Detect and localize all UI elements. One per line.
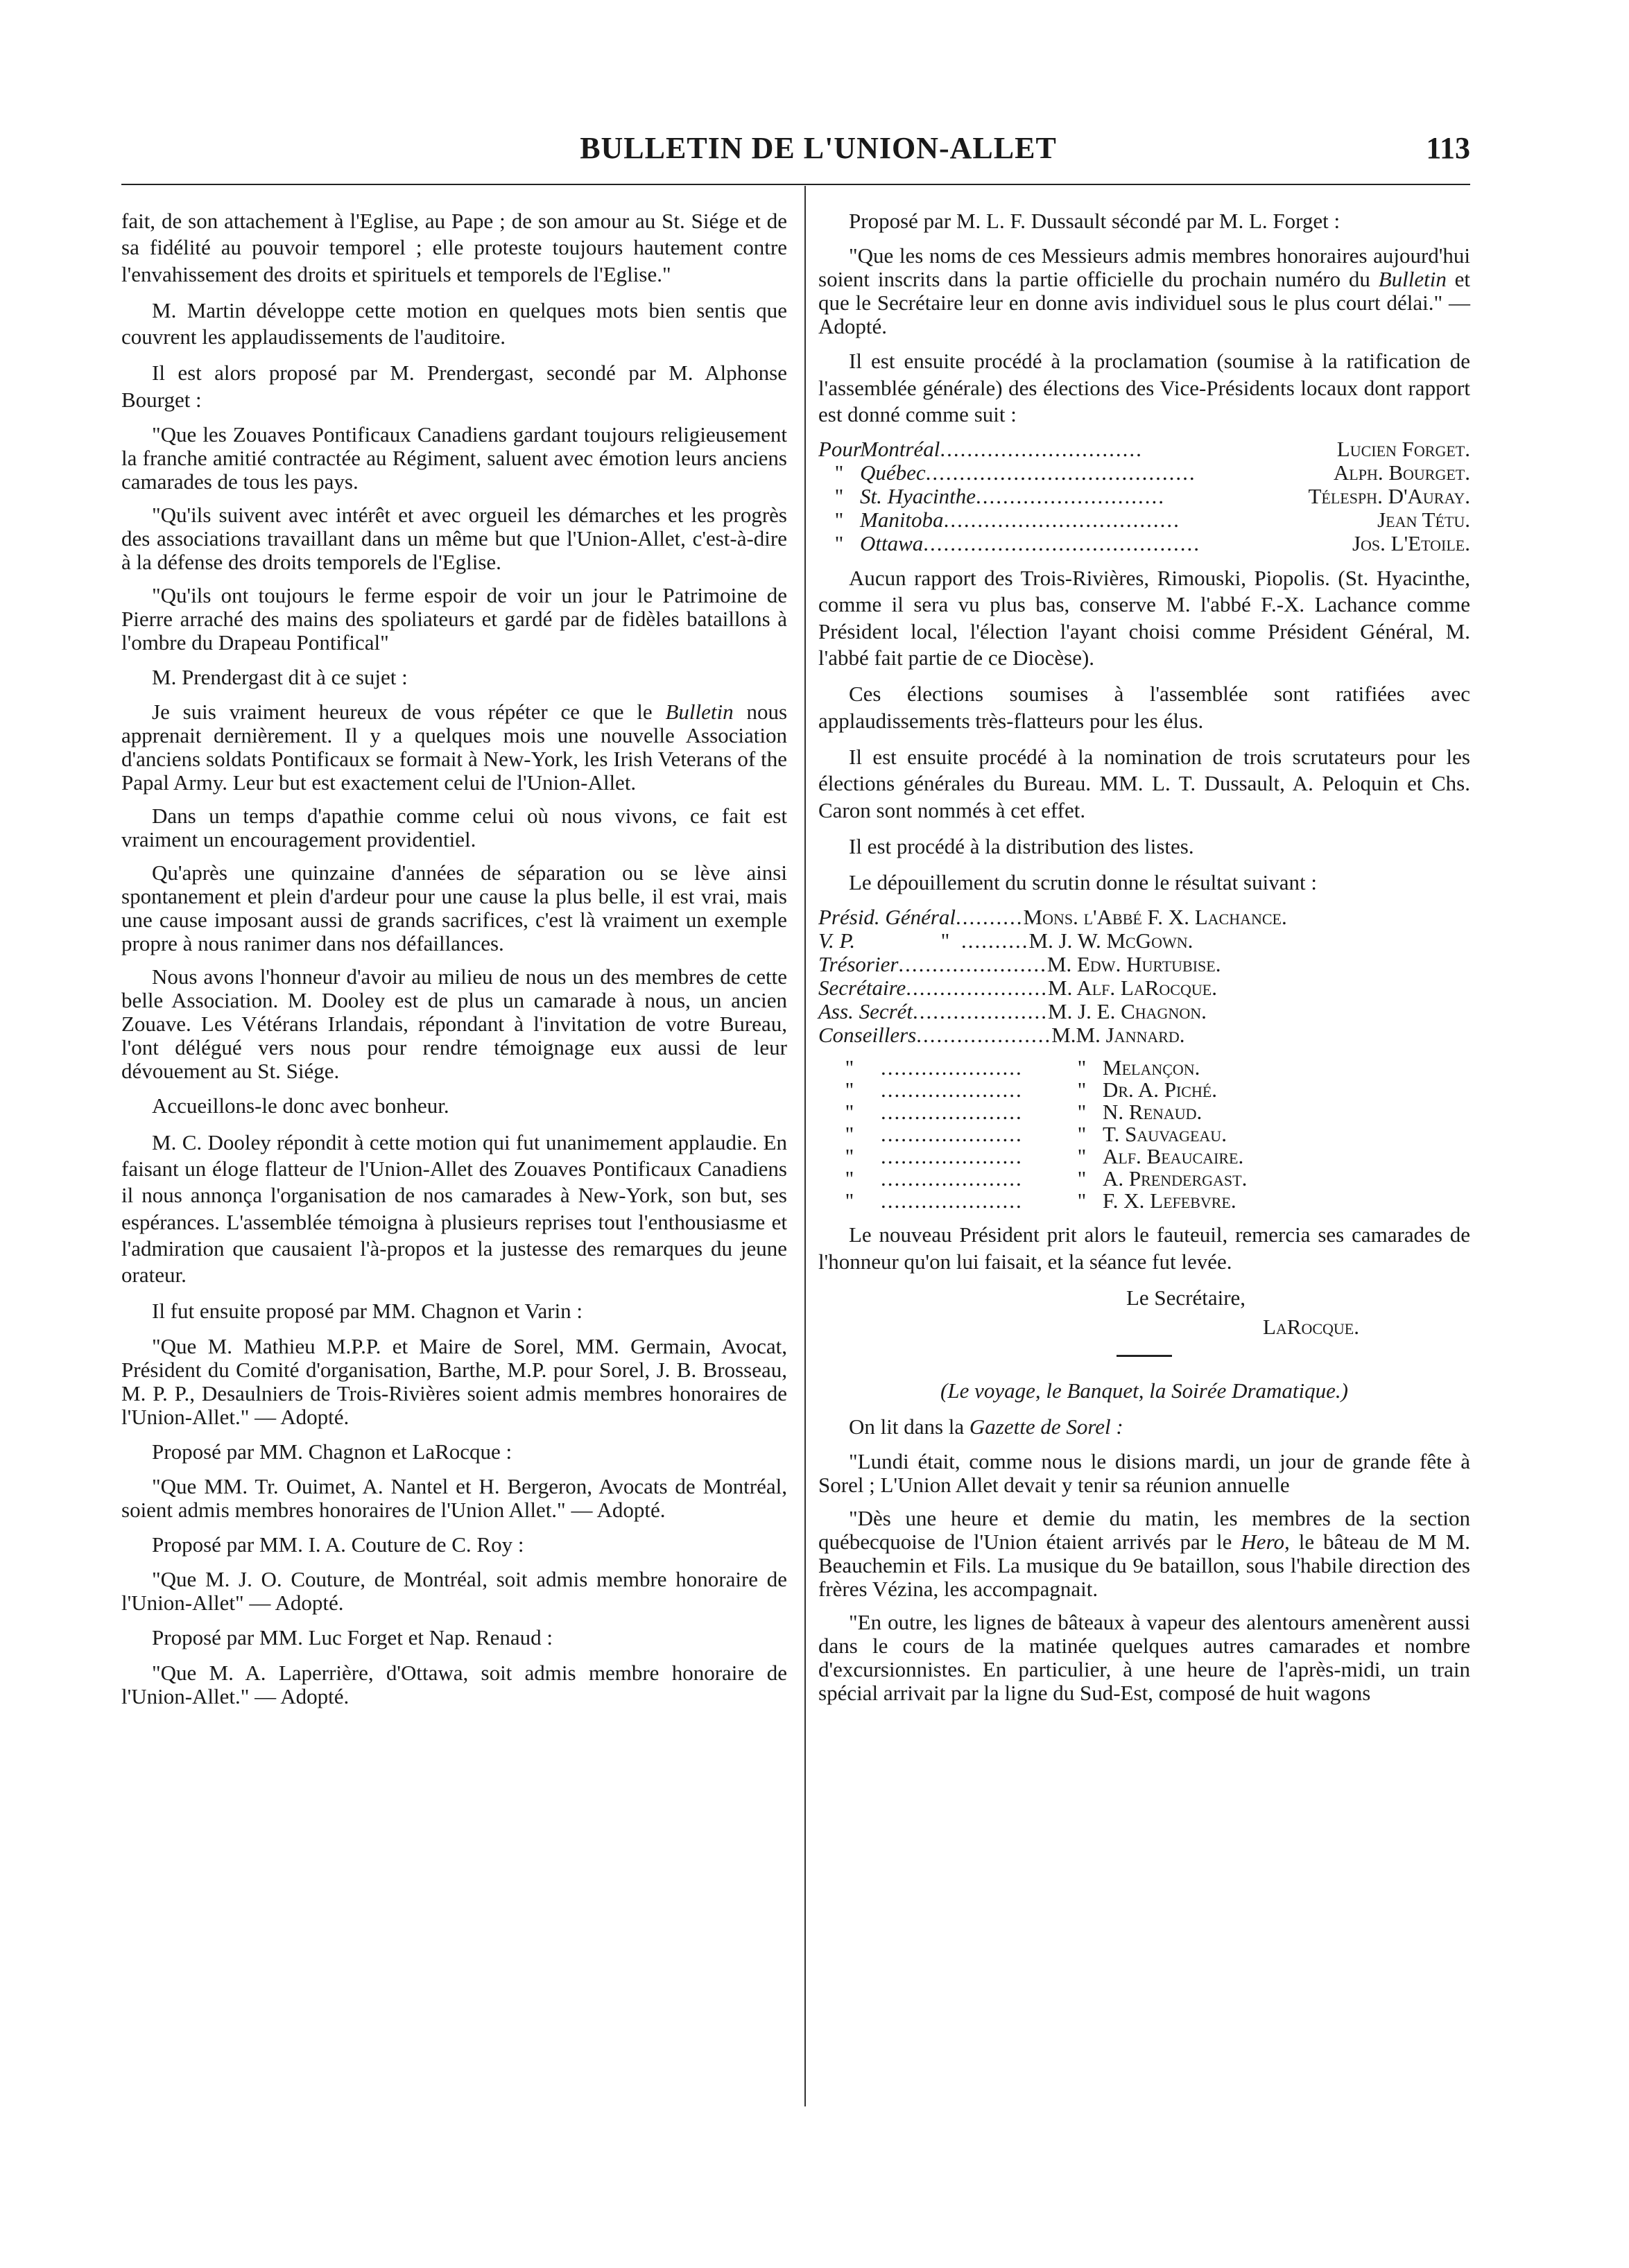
- name: Alf. Beaucaire.: [1103, 1144, 1244, 1169]
- column-divider: [804, 186, 806, 2106]
- italic-text: Bulletin: [665, 700, 734, 725]
- name: M. J. W. McGown.: [1028, 928, 1193, 953]
- bureau-results-list: [818, 906, 1470, 1047]
- list-item: [818, 953, 1470, 976]
- name: M. J. E. Chagnon.: [1048, 999, 1207, 1024]
- list-item: [818, 1000, 1470, 1023]
- quote-paragraph: "Que M. A. Laperrière, d'Ottawa, soit admis membre honoraire de l'Union-Allet." — Adopté.: [121, 1660, 787, 1708]
- speech-paragraph: Dans un temps d'apathie comme celui où nous vivons, ce fait est vraiment un encouragement providentiel.: [121, 804, 787, 852]
- list-item: [818, 532, 1470, 555]
- ditto-mark: ": [845, 1077, 854, 1102]
- paragraph: Il est ensuite procédé à la nomination de trois scrutateurs pour les élections générales du Bureau. MM. L. T. Dussault, A. Peloquin et Chs. Caron sont nommés à cet effet.: [818, 744, 1470, 822]
- list-item: [818, 1057, 1470, 1079]
- ditto-mark: ": [834, 484, 844, 509]
- italic-text: Bulletin: [1378, 267, 1447, 292]
- name: N. Renaud.: [1103, 1100, 1203, 1125]
- leader-dots: ..........: [956, 905, 1024, 930]
- paragraph: fait, de son attachement à l'Eglise, au Pape ; de son amour au St. Siége et de sa fidélité au pouvoir temporel ; elle proteste toujours hautement contre l'envahissement des droits et spirituels et temporels de l'Eglise.": [121, 209, 787, 286]
- list-item: [818, 976, 1470, 1000]
- name: Alph. Bourget.: [1333, 460, 1470, 485]
- paragraph: [818, 1414, 1470, 1440]
- list-item: [818, 1145, 1470, 1168]
- name: Melançon.: [1103, 1055, 1200, 1080]
- name: M. Edw. Hurtubise.: [1046, 952, 1221, 977]
- list-item: [818, 1079, 1470, 1101]
- ditto-mark: ": [1077, 1144, 1087, 1169]
- signature-role: Le Secrétaire,: [1126, 1286, 1246, 1310]
- ditto-mark: ": [1077, 1122, 1087, 1147]
- italic-text: Gazette de Sorel :: [969, 1414, 1123, 1439]
- paragraph: Il est alors proposé par M. Prendergast, secondé par M. Alphonse Bourget :: [121, 361, 787, 412]
- ditto-mark: ": [834, 508, 844, 533]
- paragraph: Proposé par MM. Chagnon et LaRocque :: [152, 1439, 512, 1464]
- leader-dots: .........................................: [923, 532, 1201, 556]
- leader-dots: .....................: [881, 1190, 1023, 1213]
- role: Trésorier: [818, 952, 899, 977]
- ditto-mark: ": [845, 1188, 854, 1213]
- paragraph: Le nouveau Président prit alors le fauteuil, remercia ses camarades de l'honneur qu'on lui faisait, et la séance fut levée.: [818, 1222, 1470, 1274]
- prefix: Pour: [818, 437, 861, 462]
- list-item: [818, 438, 1470, 461]
- role: V. P.: [818, 928, 856, 953]
- name: Mons. l'Abbé F. X. Lachance.: [1023, 905, 1287, 930]
- place: Manitoba: [860, 508, 944, 533]
- ditto-mark: ": [1077, 1100, 1087, 1125]
- name: M. Alf. LaRocque.: [1048, 976, 1217, 1001]
- name: T. Sauvageau.: [1103, 1122, 1227, 1147]
- leader-dots: ..........: [961, 928, 1029, 953]
- name: M.M. Jannard.: [1051, 1023, 1185, 1048]
- role: Présid. Général: [818, 905, 956, 930]
- list-item: [818, 1190, 1470, 1212]
- paragraph: Accueillons-le donc avec bonheur.: [152, 1093, 449, 1118]
- list-item: [818, 485, 1470, 508]
- paragraph: Il fut ensuite proposé par MM. Chagnon et Varin :: [152, 1299, 583, 1324]
- text: On lit dans la: [849, 1414, 965, 1439]
- quote-paragraph: "Qu'ils suivent avec intérêt et avec orgueil les démarches et les progrès des associations travaillant dans un même but que l'Union-Allet, c'est-à-dire à la défense des droits temporels de l'Eglise.: [121, 503, 787, 575]
- ditto-mark: ": [940, 928, 950, 953]
- text: et que le Secrétaire leur en donne avis individuel sous le plus court délai." — Adopté.: [818, 267, 1471, 339]
- place: Ottawa: [860, 531, 924, 556]
- paragraph: Il est procédé à la distribution des listes.: [849, 833, 1194, 858]
- name: Jean Tétu.: [1377, 508, 1470, 533]
- list-item: [818, 1023, 1470, 1047]
- councillors-list: [818, 1057, 1470, 1212]
- list-item: [818, 1123, 1470, 1145]
- ditto-mark: ": [1077, 1077, 1087, 1102]
- list-item: [818, 508, 1470, 532]
- leader-dots: ..............................: [940, 438, 1143, 462]
- leader-dots: .....................: [881, 1101, 1023, 1124]
- text: Je suis vraiment heureux de vous répéter ce que le: [152, 700, 653, 725]
- paragraph: Le dépouillement du scrutin donne le résultat suivant :: [849, 870, 1317, 895]
- ditto-mark: ": [1077, 1055, 1087, 1080]
- quote-paragraph: "En outre, les lignes de bâteaux à vapeur des alentours amenèrent aussi dans le cours de la matinée quelques autres camarades et nombre d'excursionnistes. En particulier, à une heure de l'après-midi, un train spécial arrivait par la ligne du Sud-Est, composé de huit wagons: [818, 1610, 1470, 1706]
- leader-dots: .....................: [881, 1145, 1023, 1168]
- right-column: [818, 208, 1470, 1715]
- list-item: [818, 1101, 1470, 1123]
- ditto-mark: ": [845, 1144, 854, 1169]
- list-item: [818, 929, 1470, 953]
- role: Secrétaire: [818, 976, 906, 1001]
- leader-dots: .....................: [881, 1057, 1023, 1080]
- quote-paragraph: "Que les Zouaves Pontificaux Canadiens gardant toujours religieusement la franche amitié contractée au Régiment, saluent avec émotion leurs anciens camarades de tous les pays.: [121, 422, 787, 494]
- quote-paragraph: "Lundi était, comme nous le disions mardi, un jour de grande fête à Sorel ; L'Union Allet devait y tenir sa réunion annuelle: [818, 1449, 1470, 1498]
- paragraph: M. Prendergast dit à ce sujet :: [152, 665, 408, 690]
- leader-dots: .....................: [881, 1079, 1023, 1102]
- ditto-mark: ": [845, 1122, 854, 1147]
- ditto-mark: ": [1077, 1166, 1087, 1191]
- paragraph: Proposé par MM. Luc Forget et Nap. Renaud :: [152, 1625, 553, 1650]
- paragraph: Proposé par M. L. F. Dussault sécondé par M. L. Forget :: [849, 209, 1341, 233]
- leader-dots: ............................: [976, 485, 1166, 509]
- list-item: [818, 1168, 1470, 1190]
- ditto-mark: ": [1077, 1188, 1087, 1213]
- place: Québec: [860, 460, 926, 485]
- header-rule: [121, 184, 1470, 185]
- name: Télesph. D'Auray.: [1308, 484, 1470, 509]
- leader-dots: .....................: [906, 976, 1048, 1001]
- ditto-mark: ": [834, 531, 844, 556]
- quote-paragraph: [818, 1507, 1470, 1601]
- section-title: (Le voyage, le Banquet, la Soirée Dramatique.): [940, 1378, 1348, 1403]
- section-divider: [1117, 1355, 1172, 1357]
- leader-dots: .....................: [881, 1168, 1023, 1191]
- name: Jos. L'Etoile.: [1352, 531, 1470, 556]
- paragraph: Aucun rapport des Trois-Rivières, Rimouski, Piopolis. (St. Hyacinthe, comme il sera vu plus bas, conserve M. l'abbé F.-X. Lachance comme Président local, l'élection l'ayant choisi comme Président Général, M. l'abbé fait partie de ce Diocèse).: [818, 566, 1470, 670]
- name: F. X. Lefebvre.: [1103, 1188, 1236, 1213]
- speech-paragraph: Nous avons l'honneur d'avoir au milieu de nous un des membres de cette belle Association. M. Dooley est de plus un camarade à nous, un ancien Zouave. Les Vétérans Irlandais, répondant à l'invitation de votre Bureau, l'ont délégué vers nous pour rendre témoignage eux aussi de leur dévouement au St. Siége.: [121, 964, 787, 1084]
- paragraph: Il est ensuite procédé à la proclamation (soumise à la ratification de l'assemblée générale) des élections des Vice-Présidents locaux dont rapport est donné comme suit :: [818, 349, 1470, 426]
- name: A. Prendergast.: [1103, 1166, 1248, 1191]
- page-number: 113: [1426, 131, 1470, 165]
- list-item: [818, 906, 1470, 929]
- text: nous apprenait dernièrement. Il y a quelques mois une nouvelle Association d'anciens soldats Pontificaux se formait à New-York, les Irish Veterans of the Papal Army. Leur but est exactement celui de l'Union-Allet.: [121, 700, 788, 795]
- quote-paragraph: "Que M. Mathieu M.P.P. et Maire de Sorel, MM. Germain, Avocat, Président du Comité d'organisation, Barthe, M.P. pour Sorel, J. B. Brosseau, M. P. P., Desaulniers de Trois-Rivières soient admis membres honoraires de l'Union-Allet." — Adopté.: [121, 1333, 787, 1429]
- speech-paragraph: [121, 700, 787, 795]
- leader-dots: ....................: [916, 1023, 1052, 1048]
- text: "Que les noms de ces Messieurs admis membres honoraires aujourd'hui soient inscrits dans la partie officielle du prochain numéro du: [818, 243, 1470, 292]
- leader-dots: .....................: [881, 1123, 1023, 1146]
- leader-dots: ........................................: [925, 461, 1196, 485]
- leader-dots: ......................: [898, 952, 1047, 977]
- place: St. Hyacinthe: [860, 484, 976, 509]
- ditto-mark: ": [845, 1166, 854, 1191]
- name: Lucien Forget.: [1336, 437, 1470, 462]
- running-title: BULLETIN DE L'UNION-ALLET: [580, 131, 1057, 165]
- role: Conseillers: [818, 1023, 917, 1048]
- ditto-mark: ": [845, 1100, 854, 1125]
- ditto-mark: ": [845, 1055, 854, 1080]
- place: Montréal: [860, 437, 940, 462]
- quote-paragraph: "Que M. J. O. Couture, de Montréal, soit admis membre honoraire de l'Union-Allet" — Adopté.: [121, 1567, 787, 1616]
- paragraph: M. C. Dooley répondit à cette motion qui fut unanimement applaudie. En faisant un éloge flatteur de l'Union-Allet des Zouaves Pontificaux Canadiens il nous annonça l'organisation de nos camarades à New-York, son but, ses espérances. L'assemblée témoigna à plusieurs reprises tout l'enthousiasme et l'admiration que causaient l'à-propos et la justesse des remarques du jeune orateur.: [121, 1129, 787, 1288]
- leader-dots: ...................................: [943, 508, 1180, 533]
- leader-dots: ....................: [913, 999, 1049, 1024]
- name: Dr. A. Piché.: [1103, 1077, 1218, 1102]
- text: le bâteau de M M. Beauchemin et Fils. La musique du 9e bataillon, sous l'habile direction des frères Vézina, les accompagnait.: [818, 1530, 1471, 1602]
- list-item: [818, 461, 1470, 485]
- quote-paragraph: [818, 244, 1470, 338]
- role: Ass. Secrét: [818, 999, 913, 1024]
- speech-paragraph: Qu'après une quinzaine d'années de séparation ou se lève ainsi spontanement et plein d'ardeur pour une cause la plus belle, il est vrai, mais une cause imposant aussi de grands sacrifices, c'est là vraiment un exemple propre à nous ranimer dans nos défaillances.: [121, 860, 787, 956]
- ditto-mark: ": [834, 460, 844, 485]
- page-header: [166, 130, 1470, 172]
- quote-paragraph: "Que MM. Tr. Ouimet, A. Nantel et H. Bergeron, Avocats de Montréal, soient admis membres honoraires de l'Union Allet." — Adopté.: [121, 1474, 787, 1523]
- text: "Dès une heure et demie du matin, les membres de la section québecquoise de l'Union étaient arrivés par le: [818, 1506, 1470, 1555]
- left-column: [121, 208, 787, 1718]
- italic-text: Hero,: [1241, 1530, 1290, 1555]
- paragraph: M. Martin développe cette motion en quelques mots bien sentis que couvrent les applaudissements de l'auditoire.: [121, 297, 787, 349]
- quote-paragraph: "Qu'ils ont toujours le ferme espoir de voir un jour le Patrimoine de Pierre arraché des mains des spoliateurs et gardé par de fidèles bataillons à l'ombre du Drapeau Pontifical": [121, 583, 787, 655]
- signature-name: LaRocque.: [1262, 1315, 1359, 1340]
- local-presidents-list: [818, 438, 1470, 555]
- paragraph: Proposé par MM. I. A. Couture de C. Roy :: [152, 1532, 524, 1557]
- paragraph: Ces élections soumises à l'assemblée sont ratifiées avec applaudissements très-flatteurs pour les élus.: [818, 682, 1470, 733]
